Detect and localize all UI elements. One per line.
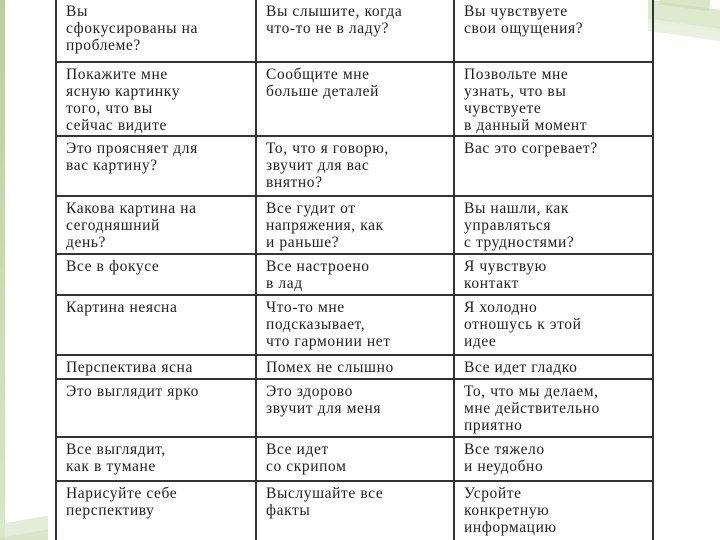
table-row bbox=[56, 62, 653, 136]
table-row bbox=[56, 355, 653, 379]
table-cell: Все идет со скрипом bbox=[256, 437, 454, 481]
table-cell: Все выглядит, как в тумане bbox=[56, 437, 256, 481]
table-row bbox=[56, 437, 653, 481]
table-cell: Помех не слышно bbox=[256, 355, 454, 379]
table-row bbox=[56, 0, 653, 62]
table-cell: Все гудит от напряжения, как и раньше? bbox=[256, 196, 454, 254]
phrases-table bbox=[55, 0, 654, 540]
table-cell: То, что я говорю, звучит для вас внятно? bbox=[256, 136, 454, 196]
table-row bbox=[56, 481, 653, 540]
table-cell: Вы сфокусированы на проблеме? bbox=[56, 0, 256, 62]
table-cell: Вы слышите, когда что-то не в ладу? bbox=[256, 0, 454, 62]
table-cell: Выслушайте все факты bbox=[256, 481, 454, 540]
table-cell: Все идет гладко bbox=[454, 355, 653, 379]
table-cell: Какова картина на сегодняшний день? bbox=[56, 196, 256, 254]
table-cell: Позвольте мне узнать, что вы чувствуете в данный момент bbox=[454, 62, 653, 136]
table-cell: Нарисуйте себе перспективу bbox=[56, 481, 256, 540]
table-row bbox=[56, 136, 653, 196]
table-cell: Картина неясна bbox=[56, 295, 256, 355]
slide-decoration-top-right bbox=[648, 0, 720, 48]
table-cell: Усройте конкретную информацию bbox=[454, 481, 653, 540]
table-cell: То, что мы делаем, мне действительно приятно bbox=[454, 379, 653, 437]
slide-decoration-left bbox=[0, 0, 5, 540]
table-cell: Покажите мне ясную картинку того, что вы сейчас видите bbox=[56, 62, 256, 136]
table-cell: Вы чувствуете свои ощущения? bbox=[454, 0, 653, 62]
table-cell: Все настроено в лад bbox=[256, 254, 454, 295]
table-cell: Это здорово звучит для меня bbox=[256, 379, 454, 437]
table-cell: Сообщите мне больше деталей bbox=[256, 62, 454, 136]
table-cell: Вы нашли, как управляться с трудностями? bbox=[454, 196, 653, 254]
table-cell: Это выглядит ярко bbox=[56, 379, 256, 437]
table-cell: Это проясняет для вас картину? bbox=[56, 136, 256, 196]
table-row bbox=[56, 196, 653, 254]
table-cell: Вас это согревает? bbox=[454, 136, 653, 196]
table-cell: Я чувствую контакт bbox=[454, 254, 653, 295]
table-cell: Перспектива ясна bbox=[56, 355, 256, 379]
table-cell: Все в фокусе bbox=[56, 254, 256, 295]
slide-decoration-bottom-left bbox=[0, 504, 48, 540]
table-cell: Все тяжело и неудобно bbox=[454, 437, 653, 481]
table-row bbox=[56, 254, 653, 295]
table-row bbox=[56, 295, 653, 355]
table-cell: Что-то мне подсказывает, что гармонии нет bbox=[256, 295, 454, 355]
table-cell: Я холодно отношусь к этой идее bbox=[454, 295, 653, 355]
table-row bbox=[56, 379, 653, 437]
